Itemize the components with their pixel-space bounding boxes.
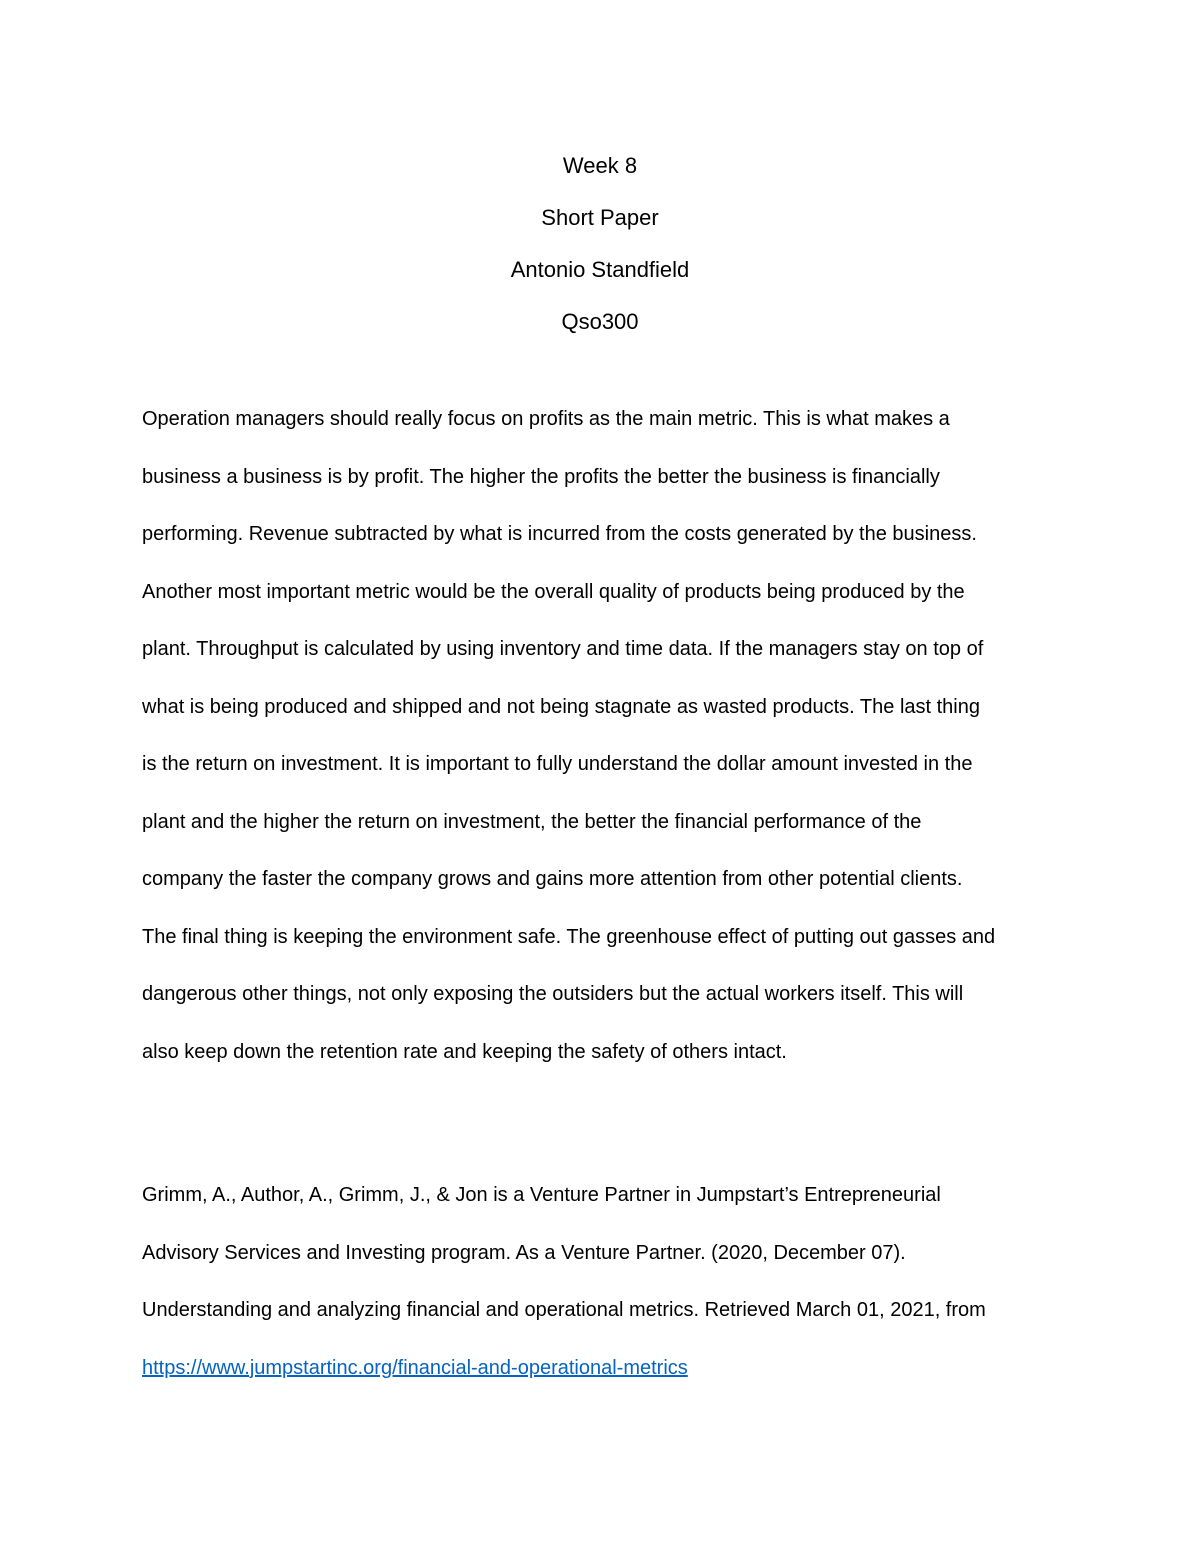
body-line: dangerous other things, not only exposing the outsiders but the actual workers itself. This will <box>142 983 964 1005</box>
body-paragraph <box>142 391 1082 1081</box>
body-line: Another most important metric would be the overall quality of products being produced by the <box>142 580 965 603</box>
week-label: Week 8 <box>562 153 638 178</box>
reference-link-line <box>142 1340 1082 1398</box>
reference-link[interactable]: https://www.jumpstartinc.org/financial-and-operational-metrics <box>142 1356 688 1379</box>
reference-line: Understanding and analyzing financial and operational metrics. Retrieved March 01, 2021, from <box>142 1299 986 1321</box>
course-code: Qso300 <box>561 309 639 334</box>
reference-entry <box>142 1167 1082 1397</box>
reference-line: Grimm, A., Author, A., Grimm, J., & Jon is a Venture Partner in Jumpstart’s Entrepreneurial <box>142 1184 941 1206</box>
body-line: plant and the higher the return on investment, the better the financial performance of the <box>142 810 922 833</box>
body-line: The final thing is keeping the environment safe. The greenhouse effect of putting out gasses and <box>142 925 996 948</box>
body-line: business a business is by profit. The higher the profits the better the business is financially <box>142 465 940 488</box>
title-block <box>0 140 1200 348</box>
body-line: plant. Throughput is calculated by using inventory and time data. If the managers stay on top of <box>142 638 984 660</box>
body-line: also keep down the retention rate and keeping the safety of others intact. <box>142 1040 787 1063</box>
body-line: performing. Revenue subtracted by what is incurred from the costs generated by the business. <box>142 523 977 545</box>
body-line: what is being produced and shipped and not being stagnate as wasted products. The last thing <box>142 695 980 718</box>
body-line: is the return on investment. It is important to fully understand the dollar amount invested in the <box>142 753 973 775</box>
author-name: Antonio Standfield <box>510 257 690 282</box>
body-line: company the faster the company grows and gains more attention from other potential clients. <box>142 868 963 890</box>
reference-line: Advisory Services and Investing program. As a Venture Partner. (2020, December 07). <box>142 1241 906 1264</box>
body-line: Operation managers should really focus on profits as the main metric. This is what makes a <box>142 408 950 430</box>
paper-type: Short Paper <box>541 205 659 230</box>
